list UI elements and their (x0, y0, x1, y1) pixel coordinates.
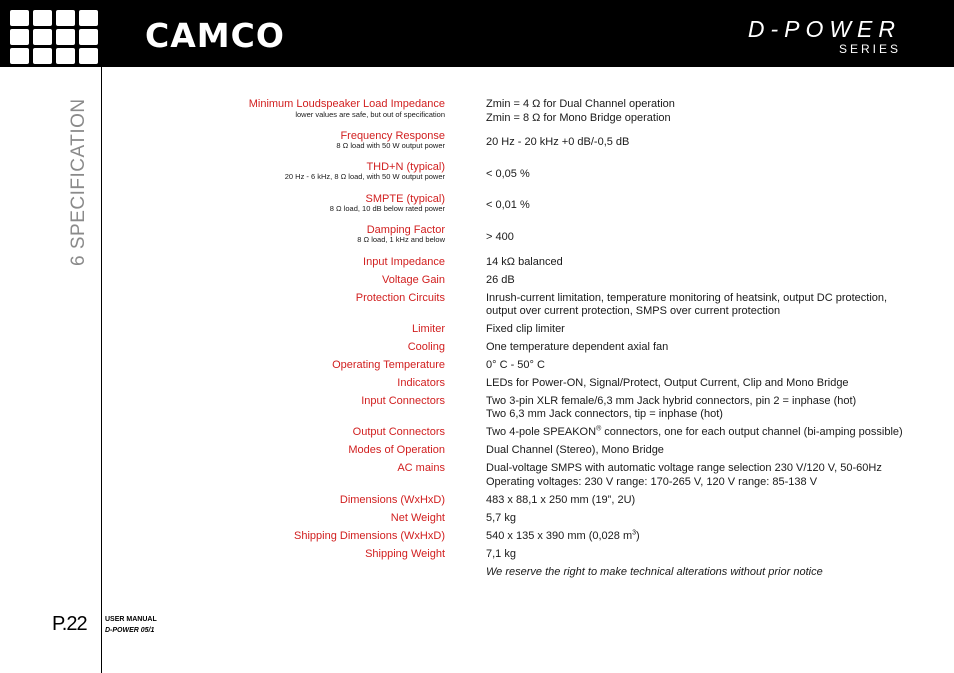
spec-label: Input Connectors (361, 395, 445, 407)
spec-sublabel: 20 Hz - 6 kHz, 8 Ω load, with 50 W output power (284, 172, 445, 181)
spec-value-text: connectors, one for each output channel (bi-amping possible) (601, 426, 903, 438)
disclaimer-note: We reserve the right to make technical alterations without prior notice (486, 566, 823, 578)
spec-value: Zmin = 8 Ω for Mono Bridge operation (486, 112, 671, 124)
product-brand (748, 16, 901, 56)
spec-value: 483 x 88,1 x 250 mm (19”, 2U) (486, 494, 636, 506)
spec-value: output over current protection, SMPS over current protection (486, 305, 781, 317)
spec-value-text: 540 x 135 x 390 mm (0,028 m (486, 530, 633, 542)
spec-sublabel: 8 Ω load, 1 kHz and below (357, 235, 445, 244)
spec-value: Dual Channel (Stereo), Mono Bridge (486, 444, 664, 456)
spec-label: Modes of Operation (348, 444, 445, 456)
spec-sublabel: 8 Ω load, 10 dB below rated power (329, 204, 445, 213)
product-subtitle: SERIES (838, 42, 901, 56)
spec-label: Voltage Gain (382, 274, 445, 286)
spec-label: Damping Factor (366, 224, 445, 236)
spec-sublabel: 8 Ω load with 50 W output power (336, 141, 445, 150)
spec-value: > 400 (486, 231, 514, 243)
spec-value: Operating voltages: 230 V range: 170-265 V, 120 V range: 85-138 V (486, 476, 818, 488)
spec-label: Shipping Weight (365, 548, 445, 560)
spec-label: Operating Temperature (332, 359, 445, 371)
spec-value: Dual-voltage SMPS with automatic voltage range selection 230 V/120 V, 50-60Hz (486, 462, 882, 474)
camco-grid-logo-icon (10, 10, 98, 64)
spec-value: 5,7 kg (486, 512, 516, 524)
spec-label: Frequency Response (340, 130, 445, 142)
manual-version: D-POWER 05/1 (105, 627, 155, 634)
camco-logo: CAMCO (145, 16, 285, 55)
manual-label: USER MANUAL (105, 616, 157, 623)
spec-label: Cooling (407, 341, 445, 353)
spec-label: Indicators (397, 377, 445, 389)
spec-value: 20 Hz - 20 kHz +0 dB/-0,5 dB (486, 136, 630, 148)
superscript: 3 (632, 529, 637, 537)
spec-label: Minimum Loudspeaker Load Impedance (248, 98, 445, 110)
spec-label: SMPTE (typical) (365, 193, 445, 205)
spec-value-text: ) (636, 530, 640, 542)
spec-value (486, 425, 903, 439)
spec-value: Two 3-pin XLR female/6,3 mm Jack hybrid connectors, pin 2 = inphase (hot) (486, 395, 857, 407)
registered-mark: ® (596, 425, 602, 433)
section-title: 6 SPECIFICATION (68, 98, 89, 266)
spec-value: < 0,01 % (486, 199, 530, 211)
spec-label: Net Weight (390, 512, 445, 524)
spec-value: 0° C - 50° C (486, 359, 545, 371)
spec-label: AC mains (397, 462, 445, 474)
spec-label: THD+N (typical) (366, 161, 445, 173)
spec-sublabel: lower values are safe, but out of specification (295, 110, 445, 119)
page-number: P.22 (52, 613, 87, 635)
spec-value-text: Two 4-pole SPEAKON (486, 426, 597, 438)
spec-value: LEDs for Power-ON, Signal/Protect, Output Current, Clip and Mono Bridge (486, 377, 849, 389)
spec-value: Inrush-current limitation, temperature monitoring of heatsink, output DC protection, (486, 292, 888, 304)
spec-value (486, 529, 640, 543)
spec-label: Protection Circuits (355, 292, 445, 304)
spec-value: 26 dB (486, 274, 515, 286)
spec-value: 7,1 kg (486, 548, 516, 560)
spec-value: < 0,05 % (486, 168, 530, 180)
spec-label: Input Impedance (363, 256, 445, 268)
spec-value: One temperature dependent axial fan (486, 341, 669, 353)
spec-label: Limiter (411, 323, 445, 335)
margin-divider (101, 67, 102, 673)
spec-value: 14 kΩ balanced (486, 256, 563, 268)
product-title: D-POWER (747, 16, 901, 42)
spec-label: Dimensions (WxHxD) (339, 494, 445, 506)
spec-label: Output Connectors (352, 426, 445, 438)
spec-value: Zmin = 4 Ω for Dual Channel operation (486, 98, 675, 110)
spec-label: Shipping Dimensions (WxHxD) (294, 530, 445, 542)
spec-value: Two 6,3 mm Jack connectors, tip = inphase (hot) (486, 408, 723, 420)
spec-value: Fixed clip limiter (486, 323, 565, 335)
header-bar (0, 0, 954, 67)
